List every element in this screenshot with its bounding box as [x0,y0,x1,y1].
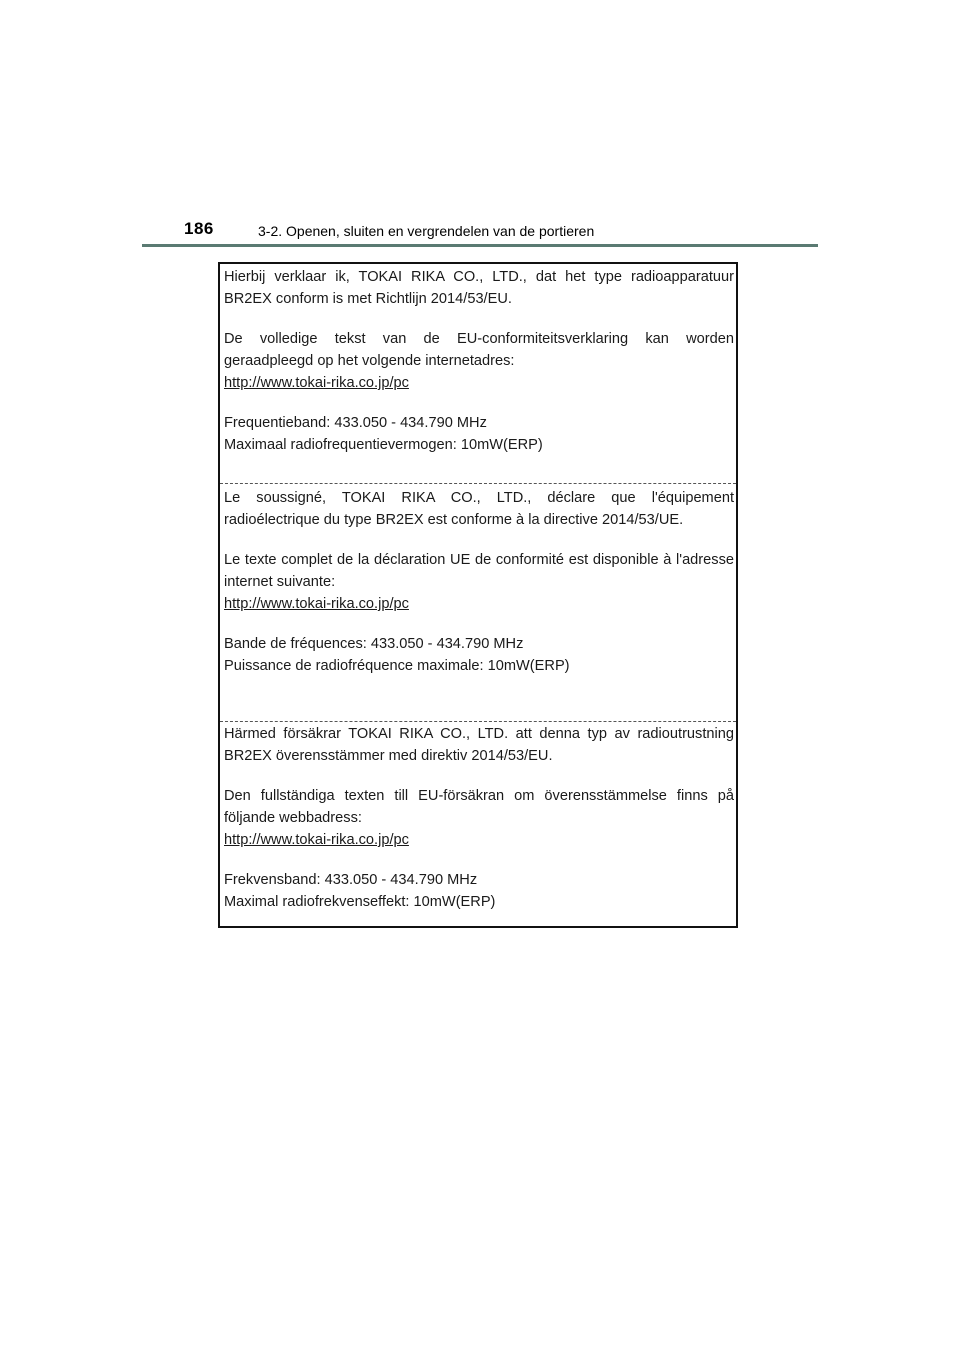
section-title: 3-2. Openen, sluiten en vergrendelen van de portieren [258,223,595,239]
dutch-frequency-band: Frequentieband: 433.050 - 434.790 MHz [224,415,487,431]
dutch-url-link[interactable]: http://www.tokai-rika.co.jp/pc [224,375,409,391]
french-full-text-notice: Le texte complet de la déclaration UE de conformité est disponible à l'adresse internet suivante: [224,552,734,590]
page-number: 186 [184,219,214,238]
swedish-declaration-text: Härmed försäkrar TOKAI RIKA CO., LTD. att denna typ av radioutrustning BR2EX överensstämmer med direktiv 2014/53/EU. [224,726,734,764]
section-divider [220,483,736,484]
french-url-link[interactable]: http://www.tokai-rika.co.jp/pc [224,596,409,612]
dutch-full-text-notice: De volledige tekst van de EU-conformiteitsverklaring kan worden geraadpleegd op het volgende internetadres: [224,331,734,369]
french-declaration-text: Le soussigné, TOKAI RIKA CO., LTD., déclare que l'équipement radioélectrique du type BR2EX est conforme à la directive 2014/53/UE. [224,490,734,528]
swedish-max-power: Maximal radiofrekvenseffekt: 10mW(ERP) [224,894,496,910]
dutch-declaration-text: Hierbij verklaar ik, TOKAI RIKA CO., LTD., dat het type radioapparatuur BR2EX conform is met Richtlijn 2014/53/EU. [224,269,734,307]
swedish-full-text-notice: Den fullständiga texten till EU-försäkran om överensstämmelse finns på följande webbadress: [224,788,734,826]
swedish-url-link[interactable]: http://www.tokai-rika.co.jp/pc [224,832,409,848]
french-frequency-band: Bande de fréquences: 433.050 - 434.790 MHz [224,636,524,652]
swedish-frequency-band: Frekvensband: 433.050 - 434.790 MHz [224,872,478,888]
header-rule [142,244,818,247]
french-declaration-block [224,487,734,677]
swedish-declaration-block [224,723,734,913]
french-max-power: Puissance de radiofréquence maximale: 10mW(ERP) [224,658,570,674]
page-header [142,218,818,248]
conformity-notice-box [218,262,738,928]
section-divider [220,721,736,722]
dutch-max-power: Maximaal radiofrequentievermogen: 10mW(ERP) [224,437,543,453]
dutch-declaration-block [224,266,734,456]
